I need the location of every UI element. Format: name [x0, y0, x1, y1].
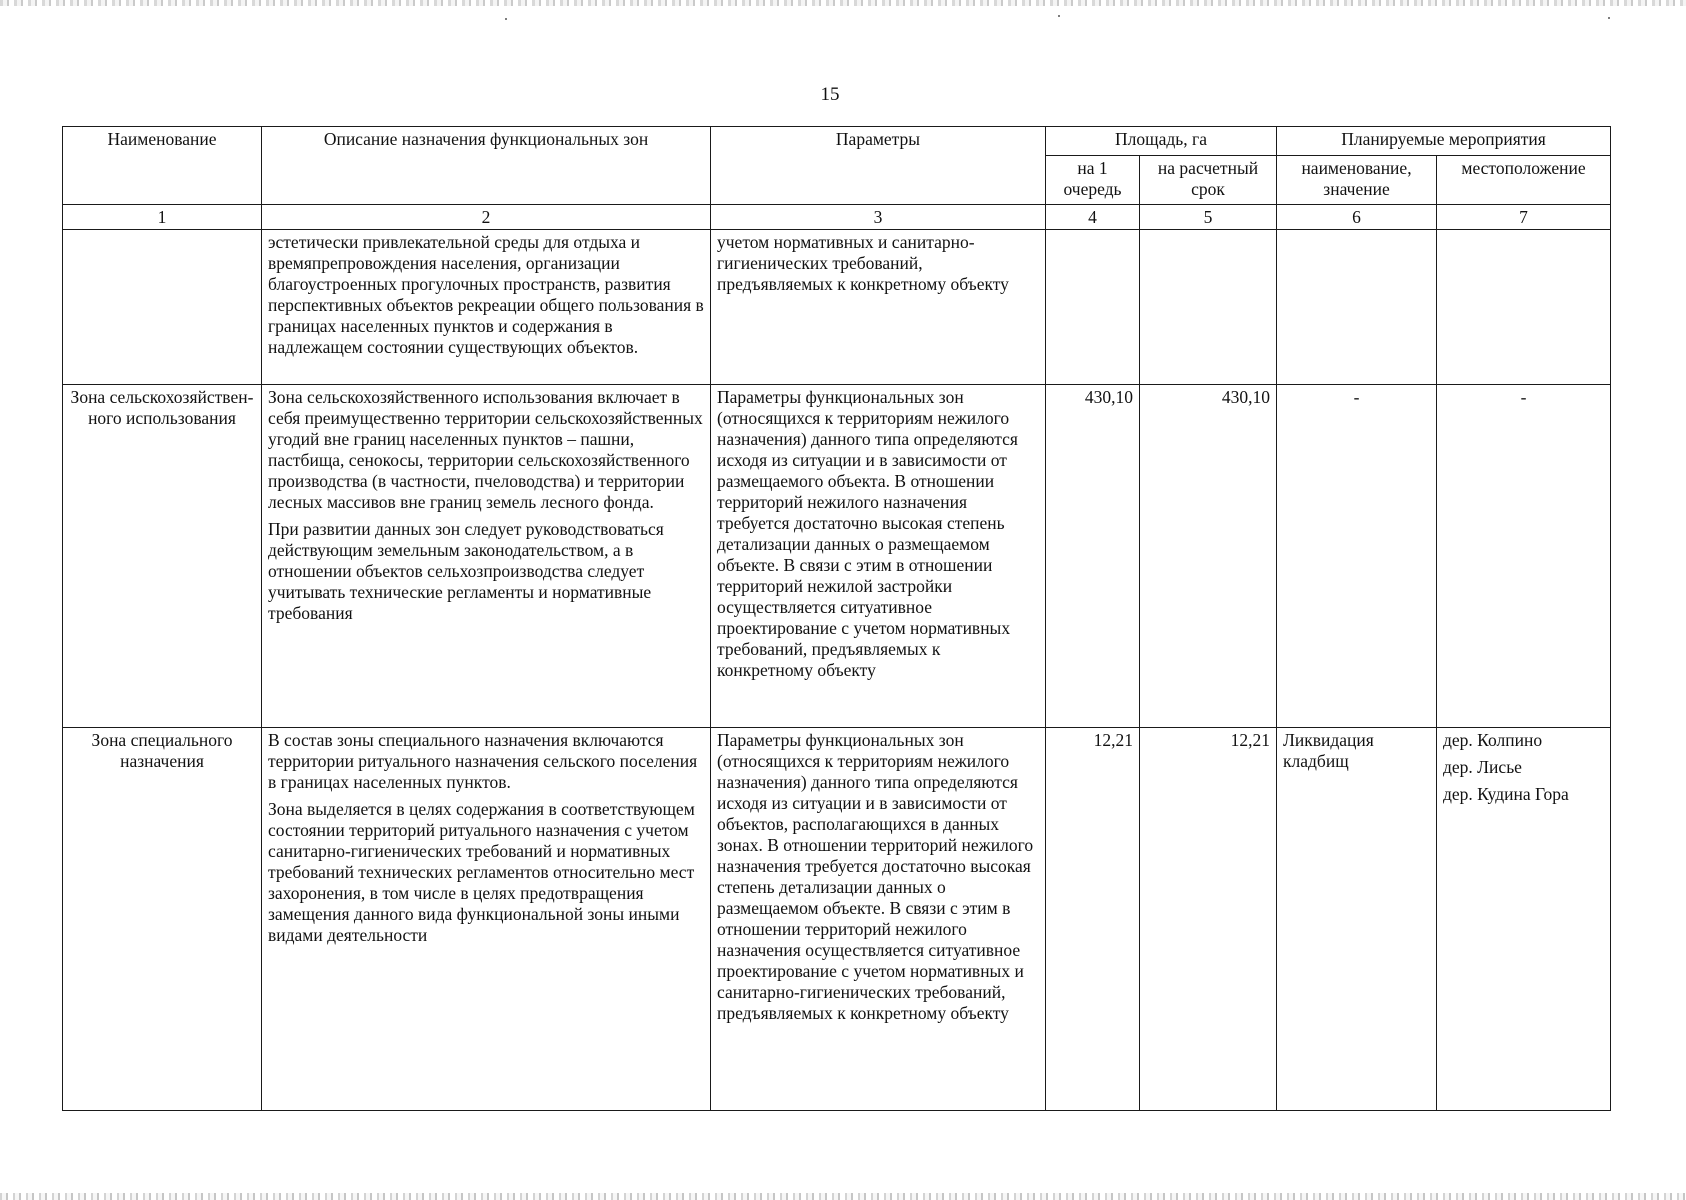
- header-description: Описание назначения функциональных зон: [262, 127, 711, 205]
- location-item: дер. Кудина Гора: [1443, 784, 1569, 804]
- description-paragraph: Зона выделяется в целях содержания в соответствующем состоянии территорий ритуального назначения с учетом санитарно-гигиенических требований и нормативных требований технических регламентов относительно мест захоронения, в том числе в целях предотвращения замещения данного вида функциональной зоны иными видами деятельности: [268, 799, 695, 945]
- description-paragraph: Зона сельскохозяйственного использования включает в себя преимущественно территории сельскохозяйственных угодий вне границ населенных пунктов – пашни, пастбища, сенокосы, территории сельскохозяйственного производства (в частности, пчеловодства) и территории лесных массивов вне границ земель лесного фонда.: [268, 387, 703, 512]
- row-area-term: [1140, 230, 1277, 385]
- header-area-first: на 1 очередь: [1046, 156, 1140, 205]
- scan-speck: [1608, 17, 1610, 19]
- row-area-first: 430,10: [1046, 385, 1140, 728]
- column-number-row: [63, 205, 1611, 230]
- row-locations: [1437, 385, 1611, 728]
- row-locations: [1437, 728, 1611, 1111]
- column-number: 4: [1046, 205, 1140, 230]
- table-row-agricultural-zone: [63, 385, 1611, 728]
- row-locations: [1437, 230, 1611, 385]
- row-event-name: -: [1277, 385, 1437, 728]
- row-description: [262, 230, 711, 385]
- scan-speck: [1058, 15, 1060, 17]
- row-area-first: 12,21: [1046, 728, 1140, 1111]
- header-parameters: Параметры: [711, 127, 1046, 205]
- header-row-top: [63, 127, 1611, 156]
- zones-table: [62, 126, 1611, 1111]
- description-paragraph: эстетически привлекательной среды для отдыха и времяпрепровождения населения, организации благоустроенных прогулочных пространств, развития перспективных объектов рекреации общего пользования в границах населенных пунктов и содержания в надлежащем состоянии существующих объектов.: [268, 232, 704, 357]
- row-name: Зона специального назначения: [63, 728, 262, 1111]
- row-description: [262, 728, 711, 1111]
- row-event-name: Ликвидация кладбищ: [1277, 728, 1437, 1111]
- row-parameters: учетом нормативных и санитарно-гигиенических требований, предъявляемых к конкретному объекту: [711, 230, 1046, 385]
- row-area-first: [1046, 230, 1140, 385]
- location-item: дер. Колпино: [1443, 730, 1543, 750]
- row-area-term: 12,21: [1140, 728, 1277, 1111]
- table-row-special-zone: [63, 728, 1611, 1111]
- location-item: -: [1520, 387, 1527, 407]
- description-paragraph: В состав зоны специального назначения включаются территории ритуального назначения сельского поселения в границах населенных пунктов.: [268, 730, 698, 792]
- column-number: 7: [1437, 205, 1611, 230]
- scan-speck: [505, 18, 507, 20]
- column-number: 1: [63, 205, 262, 230]
- row-description: [262, 385, 711, 728]
- scan-edge-top: [0, 0, 1686, 6]
- column-number: 3: [711, 205, 1046, 230]
- description-paragraph: При развитии данных зон следует руководствоваться действующим земельным законодательством, а в отношении объектов сельхозпроизводства следует учитывать технические регламенты и нормативные требования: [268, 519, 664, 623]
- header-area-term: на расчетный срок: [1140, 156, 1277, 205]
- header-area-group: Площадь, га: [1046, 127, 1277, 156]
- column-number: 2: [262, 205, 711, 230]
- row-event-name: [1277, 230, 1437, 385]
- row-area-term: 430,10: [1140, 385, 1277, 728]
- location-list: [1443, 730, 1604, 805]
- row-name: [63, 230, 262, 385]
- header-name: Наименование: [63, 127, 262, 205]
- header-events-location: местоположение: [1437, 156, 1611, 205]
- table-row-continuation: [63, 230, 1611, 385]
- header-events-name: наименование, значение: [1277, 156, 1437, 205]
- column-number: 6: [1277, 205, 1437, 230]
- row-parameters: Параметры функциональных зон (относящихся к территориям нежилого назначения) данного типа определяются исходя из ситуации и в зависимости от объектов, располагающихся в данных зонах. В отношении территорий нежилого назначения требуется достаточно высокая степень детализации данных о размещаемом объекте. В связи с этим в отношении территорий нежилого назначения осуществляется ситуативное проектирование с учетом нормативных и санитарно-гигиенических требований, предъявляемых к конкретному объекту: [711, 728, 1046, 1111]
- row-parameters: Параметры функциональных зон (относящихся к территориям нежилого назначения) данного типа определяются исходя из ситуации и в зависимости от размещаемого объекта. В отношении территорий нежилого назначения требуется достаточно высокая степень детализации данных о размещаемом объекте. В связи с этим в отношении территорий нежилой застройки осуществляется ситуативное проектирование с учетом нормативных требований, предъявляемых к конкретному объекту: [711, 385, 1046, 728]
- header-events-group: Планируемые мероприятия: [1277, 127, 1611, 156]
- column-number: 5: [1140, 205, 1277, 230]
- row-name: Зона сельскохозяйствен-ного использования: [63, 385, 262, 728]
- location-item: дер. Лисье: [1443, 757, 1522, 777]
- scan-edge-bottom: [0, 1193, 1686, 1200]
- page-number: 15: [820, 84, 840, 105]
